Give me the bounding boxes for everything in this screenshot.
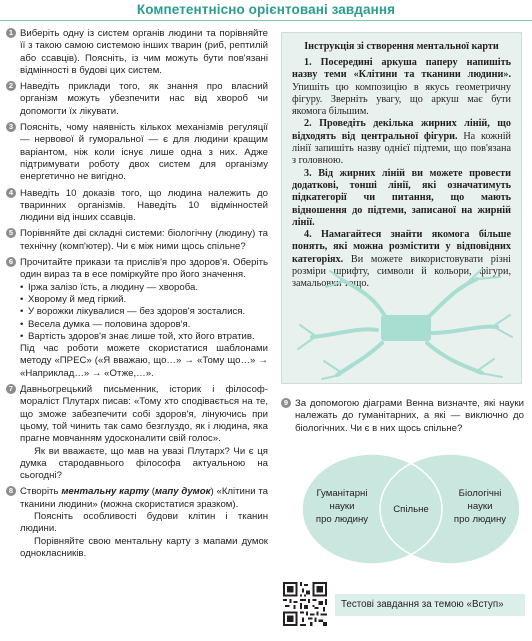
venn-left-label: Гуманітарні xyxy=(316,488,368,499)
task-number-badge: 8 xyxy=(6,486,16,496)
term-mind-map: мапу думок xyxy=(154,486,211,498)
venn-left-label: про людину xyxy=(315,514,369,525)
task-note: Поясніть особливості будови клітин і тканин людини. xyxy=(20,510,268,535)
list-item: • Іржа залізо їсть, а людину — хвороба. xyxy=(20,282,268,294)
task-5 xyxy=(6,228,268,253)
task-text: Наведіть 10 доказів того, що людина належить до тваринних організмів. Наведіть 10 відмінностей людини від інших ссавців. xyxy=(20,187,268,224)
task-text: Наведіть приклади того, як знання про власний організм можуть убезпечити нас від хвороб чи допомогти їх лікувати. xyxy=(20,81,268,117)
title-divider xyxy=(0,20,532,21)
task-7 xyxy=(6,384,268,482)
instruction-title: Інструкція зі створення ментальної карти xyxy=(304,41,499,52)
task-number-badge: 7 xyxy=(6,384,16,394)
list-item: • Хворому й мед гіркий. xyxy=(20,294,268,306)
qr-code-icon[interactable] xyxy=(283,582,327,626)
task-text: Виберіть одну із систем органів людини та порівняйте її з такою самою системою інших тварин (риб, рептилій або ссавців). Поясніть, із чим можуть бути пов'язані відмінності в будові цих систем. xyxy=(20,28,268,76)
task-3 xyxy=(6,122,268,183)
task-text: За допомогою діаграми Венна визначте, які науки належать до гуманітарних, а які — виключно до біологічних. Чи є в них щось спільне? xyxy=(295,398,524,434)
instruction-steps xyxy=(282,53,521,291)
task-4 xyxy=(6,188,268,225)
task-note: Порівняйте свою ментальну карту з мапами думок однокласників. xyxy=(20,535,268,559)
venn-right-label: про людину xyxy=(453,514,507,525)
task-number-badge: 3 xyxy=(6,122,16,132)
task-number-badge: 5 xyxy=(6,228,16,238)
venn-center-label: Спільне xyxy=(393,504,429,515)
venn-left-label: науки xyxy=(329,501,355,512)
term-mental-map: ментальну карту xyxy=(61,486,149,498)
venn-diagram xyxy=(300,452,522,566)
instruction-step: 1. Посередині аркуша паперу напишіть назву теми «Клітини та тканини людини». Упишіть цю композицію в якусь геометричну фігуру. Зверніть увагу, що аркуш має бути якомога більшим. xyxy=(292,57,511,118)
task-number-badge: 1 xyxy=(6,28,16,38)
tests-link[interactable]: Тестові завдання за темою «Вступ» xyxy=(335,594,525,616)
instruction-step: 3. Від жирних ліній ви можете провести додаткові, тонші лінії, які означатимуть підкатегорії чи питання, що мають відношення до підтеми, записаної на жирній лінії. xyxy=(292,167,511,228)
task-text: Створіть ментальну карту (мапу думок) «Клітини та тканини людини» (можна скористатися зразком). xyxy=(20,486,268,510)
instruction-step: 2. Проведіть декілька жирних ліній, що відходять від центральної фігури. На кожній лінії запишіть назву однієї підтеми, що пов'язана з головною. xyxy=(292,118,511,167)
mind-map-illustration xyxy=(282,265,521,383)
task-note: Під час роботи можете скористатися шаблонами методу «ПРЕС» («Я вважаю, що…» → «Тому що…» → «Наприклад…» → «Отже,…». xyxy=(20,343,268,379)
task-number-badge: 6 xyxy=(6,257,16,267)
task-number-badge: 9 xyxy=(281,398,291,408)
proverb-list xyxy=(20,282,268,343)
task-text: Поясніть, чому наявність кількох механізмів регуляції — нервової й гуморальної — є для людини кращим варіантом, ніж коли існує лише одна з них. Адже підтримувати роботу двох систем для організму енергетично не вигідно. xyxy=(20,122,268,183)
task-number-badge: 2 xyxy=(6,81,16,91)
task-text: Прочитайте прикази та прислів'я про здоров'я. Оберіть один вираз та в есе поміркуйте про його значення. xyxy=(20,257,268,281)
task-1 xyxy=(6,28,268,77)
page-title: Компетентнісно орієнтовані завдання xyxy=(136,2,396,17)
task-2 xyxy=(6,81,268,118)
instruction-step: 4. Намагайтеся знайти якомога більше понять, які можна розмістити у відповідних категоріях. Ви можете використовувати різні розміри шрифту, символи й кольори, фігури, замальовки тощо. xyxy=(292,229,511,290)
task-8 xyxy=(6,486,268,560)
task-question: Як ви вважаєте, що мав на увазі Плутарх? Чи є ця думка стародавнього філософа актуальною на сьогодні? xyxy=(20,445,268,482)
venn-right-label: науки xyxy=(467,501,493,512)
venn-right-label: Біологічні xyxy=(458,488,502,499)
task-text: Давньогрецький письменник, історик і філософ-мораліст Плутарх писав: «Тому хто сподівається на те, що зможе забезпечити собі здоров'я, лінуючись при цьому, той чинить так само безглуздо, як і людина, яка прагне мовчанням удосконалити свій голос». xyxy=(20,384,268,445)
instruction-box xyxy=(281,32,522,384)
task-number-badge: 4 xyxy=(6,188,16,198)
tasks-column xyxy=(6,28,268,564)
list-item: • У ворожки лікувалися — без здоров'я зосталися. xyxy=(20,306,268,318)
task-6 xyxy=(6,257,268,380)
task-text: Порівняйте дві складні системи: біологічну (людину) та технічну (комп'ютер). Чи є між ними щось спільне? xyxy=(20,228,268,252)
list-item: • Вартість здоров'я знає лише той, хто його втратив. xyxy=(20,331,268,343)
task-9 xyxy=(281,398,524,435)
mind-map-center xyxy=(381,315,431,341)
list-item: • Весела думка — половина здоров'я. xyxy=(20,319,268,331)
